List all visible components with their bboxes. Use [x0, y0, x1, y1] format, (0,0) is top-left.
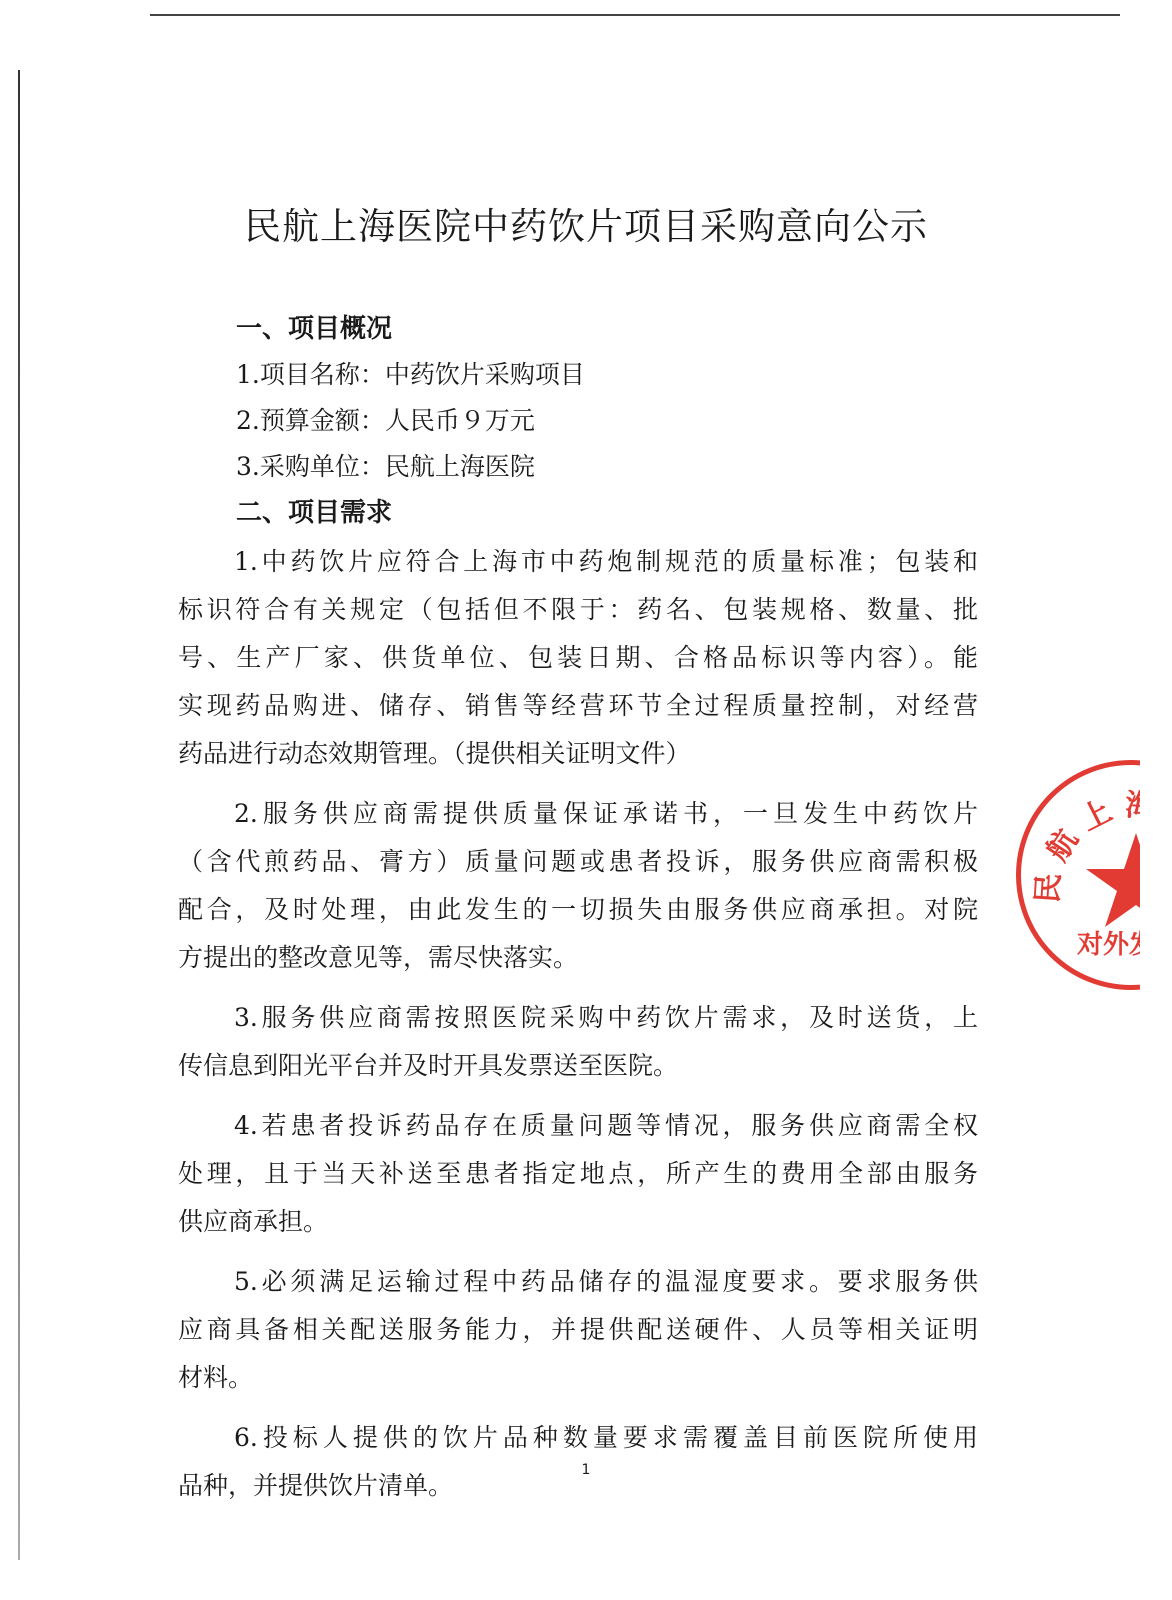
seal-graphic [1021, 765, 1156, 990]
requirement-paragraph-5 [178, 1258, 978, 1402]
paragraph-line: 4.若患者投诉药品存在质量问题等情况，服务供应商需全权 [234, 1111, 978, 1140]
paragraph-line: 1.中药饮片应符合上海市中药炮制规范的质量标准；包装和 [234, 547, 978, 576]
section2-heading: 二、项目需求 [236, 498, 393, 528]
section1-item: 3.采购单位：民航上海医院 [236, 452, 535, 481]
paragraph-line: 应商具备相关配送服务能力，并提供配送硬件、人员等相关证明 [178, 1315, 978, 1344]
seal-ring [1016, 760, 1156, 990]
requirement-paragraph-1 [178, 538, 978, 778]
paragraph-line: 5.必须满足运输过程中药品储存的温湿度要求。要求服务供 [234, 1267, 978, 1296]
section1-item: 2.预算金额：人民币９万元 [236, 406, 535, 435]
paragraph-line: 6.投标人提供的饮片品种数量要求需覆盖目前医院所使用 [234, 1423, 978, 1452]
requirement-paragraph-4 [178, 1102, 978, 1246]
document-body [178, 306, 978, 1510]
document-title: 民航上海医院中药饮片项目采购意向公示 [244, 205, 928, 248]
scan-edge-left [18, 70, 20, 1560]
paragraph-line: 品种，并提供饮片清单。 [178, 1471, 454, 1500]
section1-heading: 一、项目概况 [236, 314, 393, 344]
official-seal [1000, 740, 1156, 1010]
paragraph-line: 材料。 [178, 1363, 254, 1392]
seal-top-text: 民 航 上 海 [1030, 787, 1156, 905]
paragraph-line: 传信息到阳光平台并及时开具发票送至医院。 [178, 1051, 679, 1080]
paragraph-line: 实现药品购进、储存、销售等经营环节全过程质量控制，对经营 [178, 691, 978, 720]
paragraph-line: 供应商承担。 [178, 1207, 329, 1236]
paragraph-line: 号、生产厂家、供货单位、包装日期、合格品标识等内容）。能 [178, 643, 978, 672]
scan-edge-top [150, 14, 1120, 16]
paragraph-line: 标识符合有关规定（包括但不限于：药名、包装规格、数量、批 [178, 595, 978, 624]
paragraph-line: 药品进行动态效期管理。（提供相关证明文件） [178, 739, 691, 768]
requirement-paragraph-3 [178, 994, 978, 1090]
requirement-paragraph-2 [178, 790, 978, 982]
paragraph-line: （含代煎药品、膏方）质量问题或患者投诉，服务供应商需积极 [178, 847, 978, 876]
paragraph-line: 处理，且于当天补送至患者指定地点，所产生的费用全部由服务 [178, 1159, 978, 1188]
page-number: 1 [581, 1462, 591, 1478]
paragraph-line: 2.服务供应商需提供质量保证承诺书，一旦发生中药饮片 [234, 799, 978, 828]
section1-item: 1.项目名称：中药饮片采购项目 [236, 360, 585, 389]
paragraph-line: 方提出的整改意见等，需尽快落实。 [178, 943, 579, 972]
paragraph-line: 3.服务供应商需按照医院采购中药饮片需求，及时送货，上 [234, 1003, 978, 1032]
seal-bottom-text: 对外发 [1077, 930, 1156, 960]
seal-star-icon [1086, 833, 1140, 927]
paragraph-line: 配合，及时处理，由此发生的一切损失由服务供应商承担。对院 [178, 895, 978, 924]
